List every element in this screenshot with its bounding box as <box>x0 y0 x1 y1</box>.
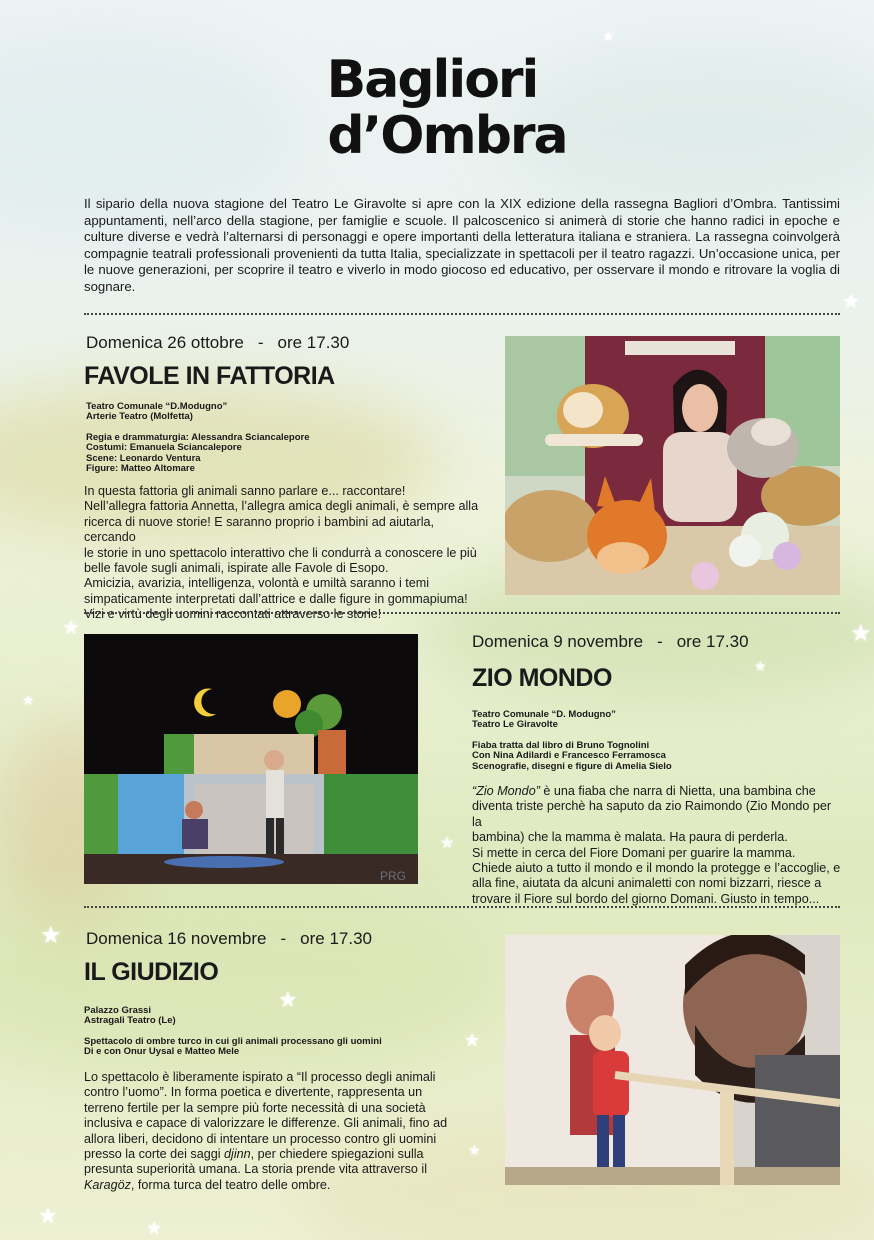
description-line: alla fine, aiutata da alcuni animaletti con nomi bizzarri, riesce a <box>472 876 822 891</box>
event-time: ore 17.30 <box>277 333 350 352</box>
description-line: “Zio Mondo” è una fiaba che narra di Nietta, una bambina che <box>472 784 816 798</box>
description-line: inclusiva e capace di valorizzare le differenze. Gli animali, fino ad <box>84 1116 448 1131</box>
star-icon: ★ <box>278 987 298 1012</box>
section-divider <box>84 906 840 908</box>
event-venue: Teatro Comunale “D.Modugno” <box>86 401 228 412</box>
event-company: Teatro Le Giravolte <box>472 719 558 731</box>
title-line-2: d’Ombra <box>327 106 567 166</box>
event-description <box>472 784 844 907</box>
event-title: ZIO MONDO <box>472 664 612 692</box>
event-description <box>84 1070 484 1193</box>
star-icon: ★ <box>602 28 615 44</box>
event-date: Domenica 9 novembre <box>472 632 644 651</box>
star-icon: ★ <box>440 835 455 852</box>
event-photo-zio-mondo <box>84 634 418 884</box>
credit-line: Regia e drammaturgia: Alessandra Sciancalepore <box>86 431 310 443</box>
star-icon: ★ <box>146 1218 163 1238</box>
description-lead: “Zio Mondo” <box>472 784 540 798</box>
event-date: Domenica 26 ottobre <box>86 333 244 352</box>
description-line: Si mette in cerca del Fiore Domani per guarire la mamma. <box>472 845 796 860</box>
section-divider <box>84 612 840 614</box>
event-date-line <box>86 929 372 949</box>
date-separator: - <box>657 632 663 651</box>
description-line: In questa fattoria gli animali sanno parlare e... raccontare! <box>84 484 406 498</box>
description-line: trovare il Fiore sul bordo del giorno Domani. Giusto in tempo... <box>472 891 820 906</box>
description-line: Lo spettacolo è liberamente ispirato a “Il processo degli animali <box>84 1070 436 1084</box>
description-line: Nell’allegra fattoria Annetta, l’allegra amica degli animali, è sempre alla <box>84 499 479 514</box>
credit-line: Figure: Matteo Altomare <box>86 463 195 475</box>
credit-line: Spettacolo di ombre turco in cui gli animali processano gli uomini <box>84 1035 382 1047</box>
credit-line: Con Nina Adilardi e Francesco Ferramosca <box>472 750 666 762</box>
description-line: diventa triste perchè ha saputo da zio Raimondo (Zio Mondo per la <box>472 799 832 829</box>
event-date: Domenica 16 novembre <box>86 929 267 948</box>
description-line: Karagöz, forma turca del teatro delle ombre. <box>84 1177 331 1192</box>
title-line-1: Bagliori <box>326 50 538 110</box>
credit-line: Fiaba tratta dal libro di Bruno Tognolini <box>472 739 650 751</box>
event-credits <box>86 402 310 474</box>
star-icon: ★ <box>468 1142 481 1158</box>
event-description <box>84 484 484 623</box>
event-date-line <box>86 333 349 353</box>
description-line: contro l’uomo”. In forma poetica e divertente, rappresenta un <box>84 1085 423 1100</box>
star-icon: ★ <box>22 692 35 708</box>
event-venue: Palazzo Grassi <box>84 1005 152 1016</box>
credit-line: Scene: Leonardo Ventura <box>86 452 201 464</box>
description-line: Vizi e virtù degli uomini raccontati attraverso le storie! <box>84 607 382 622</box>
event-title: FAVOLE IN FATTORIA <box>84 362 335 390</box>
description-line: belle favole sugli animali, ispirate alle Favole di Esopo. <box>84 561 389 576</box>
page-title <box>0 52 874 164</box>
event-credits <box>84 1006 382 1058</box>
star-icon: ★ <box>464 1030 481 1050</box>
description-line: allora liberi, decidono di intentare un processo contro gli uomini <box>84 1131 437 1146</box>
description-line: le storie in uno spettacolo interattivo che li condurrà a conoscere le più <box>84 545 477 560</box>
credit-line: Di e con Onur Uysal e Matteo Mele <box>84 1046 240 1058</box>
stage-sign: PRG <box>380 869 407 883</box>
event-company: Astragali Teatro (Le) <box>84 1015 176 1027</box>
description-line: ricerca di nuove storie! E saranno proprio i bambini ad aiutarla, cercando <box>84 514 435 545</box>
date-separator: - <box>257 333 264 352</box>
description-line: bambina) che la mamma è malata. Ha paura di perderla. <box>472 830 788 845</box>
event-company: Arterie Teatro (Molfetta) <box>86 411 193 423</box>
description-line: presso la corte dei saggi djinn, per chiedere spiegazioni sulla <box>84 1147 424 1162</box>
description-line: terreno fertile per la sempre più forte necessità di una società <box>84 1100 426 1115</box>
event-photo-favole <box>505 336 840 595</box>
star-icon: ★ <box>754 658 767 674</box>
credit-line: Scenografie, disegni e figure di Amelia Sielo <box>472 760 672 772</box>
star-icon: ★ <box>842 291 860 313</box>
description-line: Chiede aiuto a tutto il mondo e il mondo la protegge e l’accoglie, e <box>472 861 841 876</box>
event-time: ore 17.30 <box>300 929 372 948</box>
event-photo-il-giudizio <box>505 935 840 1185</box>
intro-paragraph: Il sipario della nuova stagione del Teatro Le Giravolte si apre con la XIX edizione della rassegna Bagliori d’Ombra. Tantissimi appuntamenti, nell’arco della stagione, per famiglie e scuole. Il palcoscenico si animerà di storie che hanno radici in epoche e culture diverse e vedrà l’alternarsi di personaggi e opere importanti della letteratura italiana e straniera. La rassegna coinvolgerà compagnie teatrali professionali provenienti da tutta Italia, specializzate in spettacoli per il teatro ragazzi. Un’occasione unica, per le nuove generazioni, per scoprire il teatro e viverlo in modo giocoso ed educativo, per osservare il mondo e ritrovare la voglia di sognare. <box>84 196 840 294</box>
description-line: Amicizia, avarizia, intelligenza, volontà e umiltà saranno i temi <box>84 576 430 591</box>
star-icon: ★ <box>38 1203 58 1228</box>
event-credits <box>472 710 672 772</box>
date-separator: - <box>280 929 287 948</box>
event-venue: Teatro Comunale “D. Modugno” <box>472 709 616 720</box>
star-icon: ★ <box>850 620 872 647</box>
event-title: IL GIUDIZIO <box>84 958 219 986</box>
description-line: presunta superiorità umana. La storia prende vita attraverso il <box>84 1162 428 1177</box>
credit-line: Costumi: Emanuela Sciancalepore <box>86 442 242 454</box>
event-date-line <box>472 632 749 652</box>
star-icon: ★ <box>62 617 80 639</box>
section-divider <box>84 313 840 315</box>
event-time: ore 17.30 <box>676 632 749 651</box>
description-line: simpaticamente interpretati dall’attrice e dalle figure in gommapiuma! <box>84 591 468 606</box>
star-icon: ★ <box>40 922 62 949</box>
